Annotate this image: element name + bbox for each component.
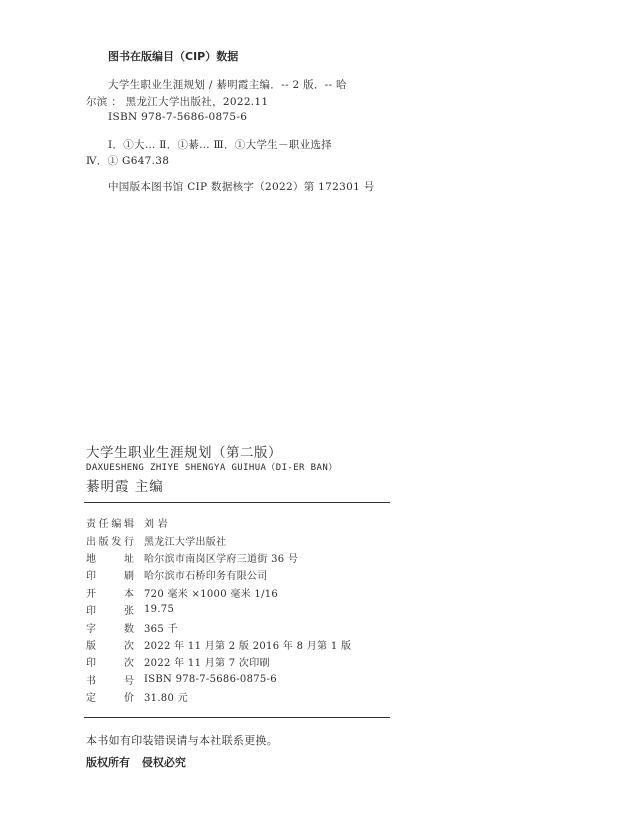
info-row-printer — [86, 566, 390, 583]
info-value: ISBN 978-7-5686-0875-6 — [144, 673, 277, 685]
info-label: 印张 — [86, 606, 134, 618]
info-value: 720 毫米 ×1000 毫米 1/16 — [144, 588, 279, 600]
info-label: 字数 — [86, 623, 134, 635]
info-label: 地址 — [86, 553, 134, 565]
cip-heading: 图书在版编目（CIP）数据 — [108, 50, 239, 63]
info-label: 印次 — [86, 658, 134, 670]
cip-entry-line-2: 尔滨 ： 黑龙江大学出版社，2022.11 — [86, 96, 269, 108]
info-label: 书号 — [86, 675, 134, 687]
book-title: 大学生职业生涯规划（第二版） — [86, 445, 282, 461]
bottom-divider — [84, 717, 390, 718]
info-label: 开本 — [86, 588, 134, 600]
info-row-sheets — [86, 601, 390, 618]
book-editor: 綦明霞 主编 — [86, 479, 164, 495]
info-value: 黑龙江大学出版社 — [144, 536, 227, 548]
info-row-word-count — [86, 618, 390, 635]
misprint-notice: 本书如有印装错误请与本社联系更换。 — [86, 734, 279, 747]
cip-catalog-note: 中国版本图书馆 CIP 数据核字（2022）第 172301 号 — [108, 181, 375, 193]
info-value: 刘 岩 — [144, 519, 169, 531]
info-value: 2022 年 11 月第 7 次印刷 — [144, 658, 270, 670]
info-label: 责任编辑 — [86, 519, 134, 531]
info-label: 版次 — [86, 640, 134, 652]
cip-isbn: ISBN 978-7-5686-0875-6 — [108, 111, 248, 123]
publication-info — [86, 514, 390, 705]
info-value: 哈尔滨市南岗区学府三道街 36 号 — [144, 553, 299, 565]
info-row-responsible-editor — [86, 514, 390, 531]
top-divider — [84, 502, 390, 503]
info-value: 哈尔滨市石桥印务有限公司 — [144, 571, 268, 583]
info-row-edition — [86, 636, 390, 653]
info-label: 定价 — [86, 693, 134, 705]
info-row-printing — [86, 653, 390, 670]
info-value: 2022 年 11 月第 2 版 2016 年 8 月第 1 版 — [144, 640, 352, 652]
info-row-isbn — [86, 671, 390, 688]
cip-subjects-line-1: Ⅰ．①大… Ⅱ．①綦… Ⅲ．①大学生－职业选择 — [108, 139, 332, 151]
info-row-price — [86, 688, 390, 705]
info-row-publisher — [86, 531, 390, 548]
info-value: 365 千 — [144, 623, 178, 635]
info-row-address — [86, 549, 390, 566]
info-label: 出版发行 — [86, 536, 134, 548]
copyright-notice: 版权所有 侵权必究 — [86, 756, 186, 769]
info-value: 31.80 元 — [144, 693, 188, 705]
info-label: 印刷 — [86, 571, 134, 583]
info-row-format — [86, 584, 390, 601]
cip-subjects-line-2: Ⅳ．① G647.38 — [86, 155, 170, 167]
info-value: 19.75 — [144, 604, 175, 616]
book-title-pinyin: DAXUESHENG ZHIYE SHENGYA GUIHUA（DI-ER BAN） — [86, 463, 338, 473]
cip-entry-line-1: 大学生职业生涯规划 / 綦明霞主编．-- 2 版．-- 哈 — [108, 79, 347, 91]
